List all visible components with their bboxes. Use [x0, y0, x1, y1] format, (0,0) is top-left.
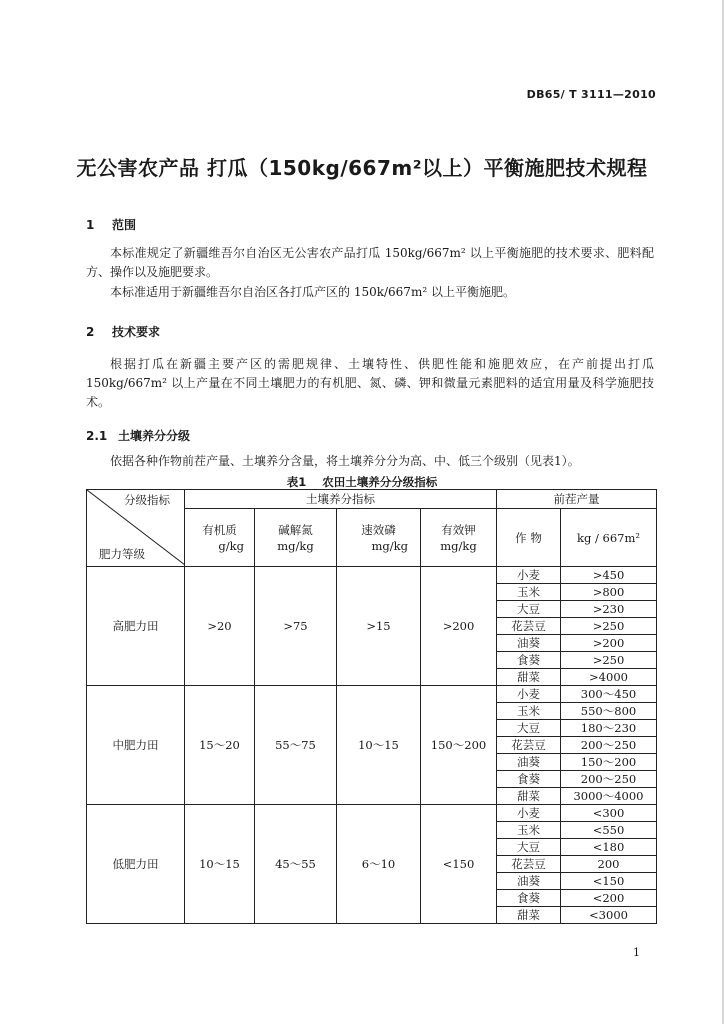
yield-cell: <150 [561, 873, 657, 890]
col-om-unit: g/kg [218, 538, 244, 553]
table-corner-cell [87, 490, 185, 567]
crop-cell: 油葵 [497, 873, 561, 890]
corner-label-top: 分级指标 [124, 493, 170, 507]
group-header-nutrients: 土壤养分指标 [185, 490, 497, 509]
col-n-label: 碱解氮 [278, 522, 313, 537]
level-om: 10～15 [185, 805, 255, 924]
yield-cell: 300～450 [561, 686, 657, 703]
standard-code: DB65/ T 3111—2010 [526, 88, 656, 101]
level-om: 15～20 [185, 686, 255, 805]
table-row [87, 805, 657, 822]
yield-cell: 3000～4000 [561, 788, 657, 805]
col-header-available-p [337, 509, 421, 567]
crop-cell: 油葵 [497, 754, 561, 771]
crop-cell: 甜菜 [497, 907, 561, 924]
level-p: 10～15 [337, 686, 421, 805]
section-1-paragraph-2: 本标准适用于新疆维吾尔自治区各打瓜产区的 150k/667m² 以上平衡施肥。 [110, 285, 515, 299]
section-2-1-paragraph-1: 依据各种作物前茬产量、土壤养分含量，将土壤养分分为高、中、低三个级别（见表1）。 [110, 454, 580, 468]
yield-cell: <200 [561, 890, 657, 907]
crop-cell: 油葵 [497, 635, 561, 652]
section-1-title: 范围 [112, 218, 137, 232]
section-1-heading [86, 216, 136, 233]
col-header-alkali-n [255, 509, 337, 567]
yield-cell: >4000 [561, 669, 657, 686]
crop-cell: 花芸豆 [497, 737, 561, 754]
col-n-unit: mg/kg [277, 538, 314, 553]
yield-cell: <300 [561, 805, 657, 822]
yield-cell: <180 [561, 839, 657, 856]
level-name: 中肥力田 [87, 686, 185, 805]
crop-cell: 小麦 [497, 686, 561, 703]
document-title: 无公害农产品 打瓜（150kg/667m²以上）平衡施肥技术规程 [76, 156, 648, 180]
crop-cell: 大豆 [497, 601, 561, 618]
crop-cell: 花芸豆 [497, 856, 561, 873]
level-n: 55～75 [255, 686, 337, 805]
crop-cell: 大豆 [497, 720, 561, 737]
crop-cell: 玉米 [497, 703, 561, 720]
yield-cell: 200～250 [561, 737, 657, 754]
corner-label-bottom: 肥力等级 [99, 547, 145, 561]
level-k: <150 [421, 805, 497, 924]
group-header-yield: 前茬产量 [497, 490, 657, 509]
yield-cell: 180～230 [561, 720, 657, 737]
crop-cell: 大豆 [497, 839, 561, 856]
crop-cell: 甜菜 [497, 788, 561, 805]
yield-cell: >230 [561, 601, 657, 618]
yield-cell: 550～800 [561, 703, 657, 720]
section-2-number: 2 [86, 325, 95, 339]
crop-cell: 甜菜 [497, 669, 561, 686]
crop-cell: 食葵 [497, 652, 561, 669]
level-n: >75 [255, 567, 337, 686]
section-2-1-title: 土壤养分分级 [118, 429, 191, 443]
col-header-crop: 作 物 [497, 509, 561, 567]
level-p: 6～10 [337, 805, 421, 924]
yield-cell: <550 [561, 822, 657, 839]
table-caption [0, 474, 724, 490]
yield-cell: >450 [561, 567, 657, 584]
level-n: 45～55 [255, 805, 337, 924]
col-k-label: 有效钾 [441, 522, 476, 537]
section-1-paragraph-1: 本标准规定了新疆维吾尔自治区无公害农产品打瓜 150kg/667m² 以上平衡施肥的技术要求、肥料配方、操作以及施肥要求。 [86, 246, 654, 279]
col-header-yield: kg / 667m² [561, 509, 657, 567]
level-name: 低肥力田 [87, 805, 185, 924]
yield-cell: >200 [561, 635, 657, 652]
crop-cell: 花芸豆 [497, 618, 561, 635]
soil-nutrient-table [86, 489, 657, 924]
crop-cell: 食葵 [497, 890, 561, 907]
crop-cell: 食葵 [497, 771, 561, 788]
col-header-organic-matter [185, 509, 255, 567]
level-p: >15 [337, 567, 421, 686]
col-p-unit: mg/kg [371, 538, 408, 553]
yield-cell: <3000 [561, 907, 657, 924]
crop-cell: 小麦 [497, 567, 561, 584]
yield-cell: 200 [561, 856, 657, 873]
level-k: 150～200 [421, 686, 497, 805]
section-2-1-number: 2.1 [86, 429, 108, 443]
yield-cell: 150～200 [561, 754, 657, 771]
section-2-heading [86, 323, 160, 340]
yield-cell: >250 [561, 652, 657, 669]
table-row [87, 686, 657, 703]
level-om: >20 [185, 567, 255, 686]
yield-cell: >250 [561, 618, 657, 635]
yield-cell: >800 [561, 584, 657, 601]
section-2-paragraph-1: 根据打瓜在新疆主要产区的需肥规律、土壤特性、供肥性能和施肥效应，在产前提出打瓜 150kg/667m² 以上产量在不同土壤肥力的有机肥、氮、磷、钾和微量元素肥料的适宜用量及科学施肥技术。 [86, 357, 654, 409]
section-1-number: 1 [86, 218, 95, 232]
section-2-title: 技术要求 [112, 325, 161, 339]
section-2-1-heading [86, 427, 190, 444]
level-name: 高肥力田 [87, 567, 185, 686]
page-number: 1 [633, 946, 640, 959]
crop-cell: 玉米 [497, 584, 561, 601]
level-k: >200 [421, 567, 497, 686]
table-row [87, 567, 657, 584]
col-k-unit: mg/kg [440, 538, 477, 553]
table-caption-number: 表1 [286, 475, 307, 489]
crop-cell: 玉米 [497, 822, 561, 839]
table-caption-title: 农田土壤养分分级指标 [322, 475, 438, 489]
col-om-label: 有机质 [202, 522, 237, 537]
col-header-available-k [421, 509, 497, 567]
crop-cell: 小麦 [497, 805, 561, 822]
col-p-label: 速效磷 [361, 522, 396, 537]
yield-cell: 200～250 [561, 771, 657, 788]
